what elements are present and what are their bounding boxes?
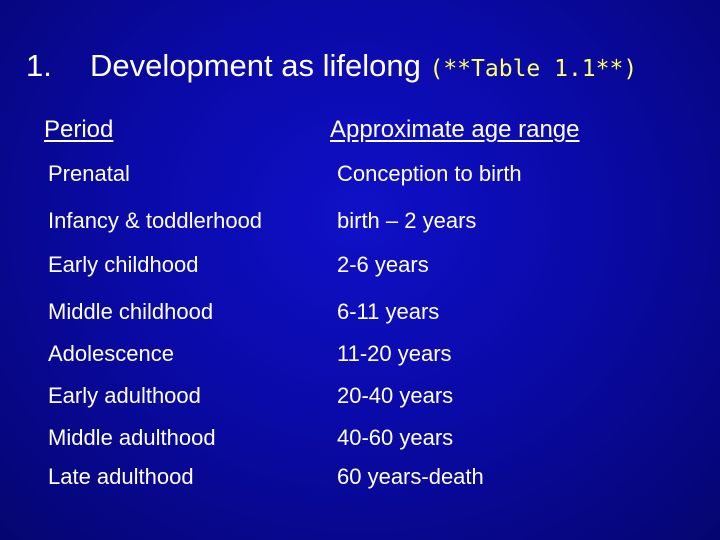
- period-cell: Early childhood: [48, 252, 199, 277]
- period-cell: Middle adulthood: [48, 425, 216, 450]
- age-range-cell: 6-11 years: [337, 299, 440, 324]
- period-cell: Late adulthood: [48, 464, 194, 489]
- table-row: [0, 383, 720, 413]
- table-row: [0, 161, 720, 191]
- age-range-cell: 40-60 years: [337, 425, 454, 450]
- period-cell: Prenatal: [48, 161, 130, 186]
- period-cell: Early adulthood: [48, 383, 201, 408]
- age-range-cell: 60 years-death: [337, 464, 484, 489]
- slide-title: [26, 48, 637, 84]
- age-range-cell: 20-40 years: [337, 383, 454, 408]
- column-header-age-range: Approximate age range: [330, 116, 580, 143]
- period-cell: Middle childhood: [48, 299, 214, 324]
- table-row: [0, 464, 720, 494]
- period-cell: Infancy & toddlerhood: [48, 208, 263, 233]
- table-row: [0, 252, 720, 282]
- table-reference: (**Table 1.1**): [429, 56, 638, 82]
- table-row: [0, 425, 720, 455]
- age-range-cell: 11-20 years: [337, 341, 452, 366]
- age-range-cell: Conception to birth: [337, 161, 522, 186]
- slide-number: 1.: [26, 48, 52, 83]
- age-range-cell: 2-6 years: [337, 252, 429, 277]
- table-row: [0, 208, 720, 238]
- title-text: Development as lifelong: [90, 48, 421, 83]
- column-header-period: Period: [44, 116, 114, 143]
- table-row: [0, 341, 720, 371]
- table-row: [0, 299, 720, 329]
- period-cell: Adolescence: [48, 341, 174, 366]
- age-range-cell: birth – 2 years: [337, 208, 477, 233]
